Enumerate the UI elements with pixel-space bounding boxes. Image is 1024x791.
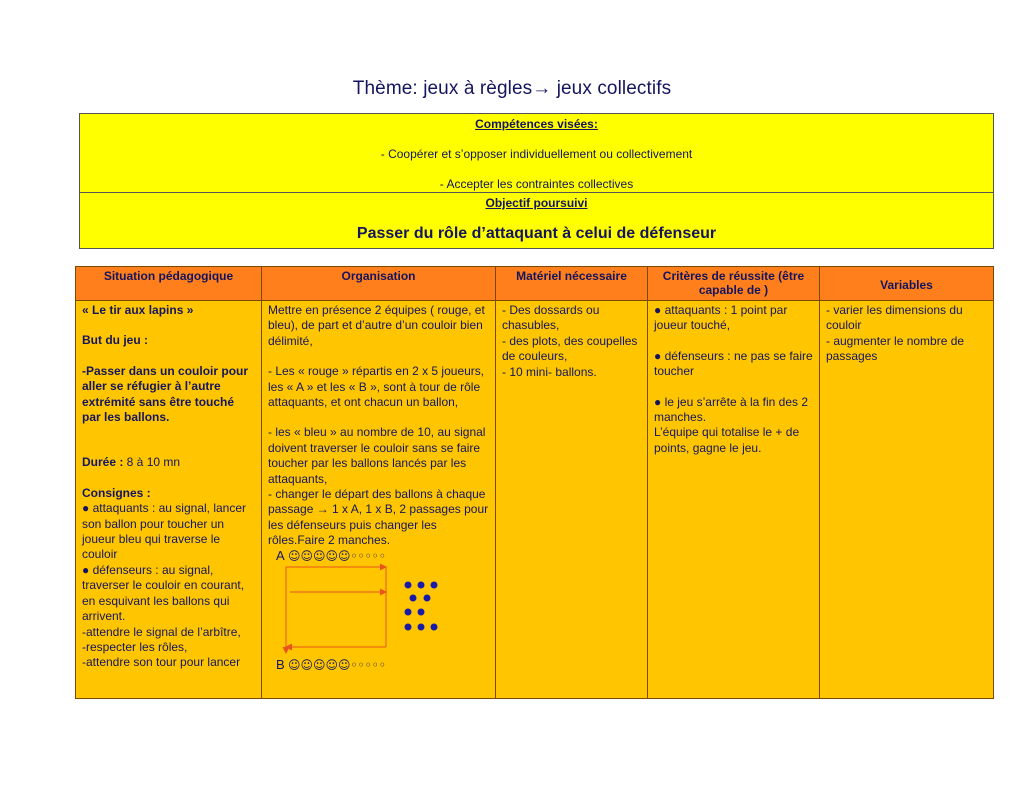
duree-line [82, 455, 256, 470]
label-b: B [276, 656, 285, 672]
lesson-table [75, 266, 994, 699]
competences-heading: Compétences visées: [475, 117, 598, 131]
players-b: ☺☺☺☺☺◦◦◦◦◦ [288, 657, 386, 672]
consignes-label: Consignes : [82, 485, 151, 500]
header-variables: Variables [820, 267, 994, 301]
materiel-text: - Des dossards ou chasubles, - des plots, des coupelles de couleurs, - 10 mini- ballons. [502, 303, 638, 379]
corridor-lines [286, 567, 386, 653]
but-label: But du jeu : [82, 333, 148, 348]
critere-item: L’équipe qui totalise le + de points, gagne le jeu. [654, 425, 800, 455]
header-situation: Situation pédagogique [76, 267, 262, 301]
duree-value: 8 à 10 mn [123, 455, 181, 470]
variable-item: - varier les dimensions du couloir [826, 303, 963, 333]
critere-item: ● défenseurs : ne pas se faire toucher [654, 348, 813, 379]
organisation-paragraph: Mettre en présence 2 équipes ( rouge, et bleu), de part et d’autre d’un couloir bien délimité, [268, 303, 485, 348]
consigne-item: -respecter les rôles, [82, 639, 188, 654]
field-diagram-svg [268, 547, 488, 687]
page-title: Thème: jeux à règles→ jeux collectifs [352, 78, 672, 99]
consigne-item: -attendre son tour pour lancer [82, 655, 241, 670]
objectives-box [79, 113, 994, 249]
table-row [76, 301, 994, 699]
organisation-paragraph: - Les « rouge » répartis en 2 x 5 joueurs, les « A » et les « B », sont à tour de rôle attaquants, et ont chacun un ballon, [268, 364, 485, 410]
defender-dots [405, 581, 438, 630]
game-name: « Le tir aux lapins » [82, 303, 194, 317]
variables-cell [820, 301, 994, 699]
consigne-item: ● défenseurs : au signal, traverser le couloir en courant, en esquivant les ballons qui arrivent. [82, 562, 245, 624]
players-a: ☺☺☺☺☺◦◦◦◦◦ [288, 548, 386, 563]
competence-item: - Coopérer et s’opposer individuellement ou collectivement [380, 147, 693, 161]
header-criteres: Critères de réussite (être capable de ) [648, 267, 820, 301]
objectif-heading: Objectif poursuivi [485, 196, 588, 210]
materiel-cell [496, 301, 648, 699]
critere-item: ● attaquants : 1 point par joueur touché, [654, 303, 788, 333]
consigne-item: ● attaquants : au signal, lancer son ballon pour toucher un joueur bleu qui traverse le couloir [82, 501, 247, 562]
table-header-row [76, 267, 994, 301]
label-a: A [276, 547, 285, 563]
objectif-text: Passer du rôle d’attaquant à celui de défenseur [356, 225, 717, 242]
organisation-paragraph: - changer le départ des ballons à chaque passage → 1 x A, 1 x B, 2 passages pour les défenseurs puis changer les rôles.Faire 2 manches. [268, 487, 489, 548]
organisation-paragraph: - les « bleu » au nombre de 10, au signal doivent traverser le couloir sans se faire toucher par les ballons lancés par les attaquants, [268, 425, 486, 486]
critere-item: ● le jeu s’arrête à la fin des 2 manches. [654, 394, 808, 425]
organisation-cell [262, 301, 496, 699]
competences-section [80, 114, 993, 193]
field-diagram [268, 547, 490, 687]
situation-cell [76, 301, 262, 699]
criteres-cell [648, 301, 820, 699]
objectif-section [80, 193, 993, 250]
header-materiel: Matériel nécessaire [496, 267, 648, 301]
variable-item: - augmenter le nombre de passages [826, 333, 965, 364]
competence-item: - Accepter les contraintes collectives [439, 177, 634, 191]
consigne-item: -attendre le signal de l’arbître, [82, 624, 241, 639]
header-organisation: Organisation [262, 267, 496, 301]
duree-label: Durée : [82, 455, 124, 470]
but-text: -Passer dans un couloir pour aller se réfugier à l’autre extrémité sans être touché par les ballons. [82, 363, 249, 425]
